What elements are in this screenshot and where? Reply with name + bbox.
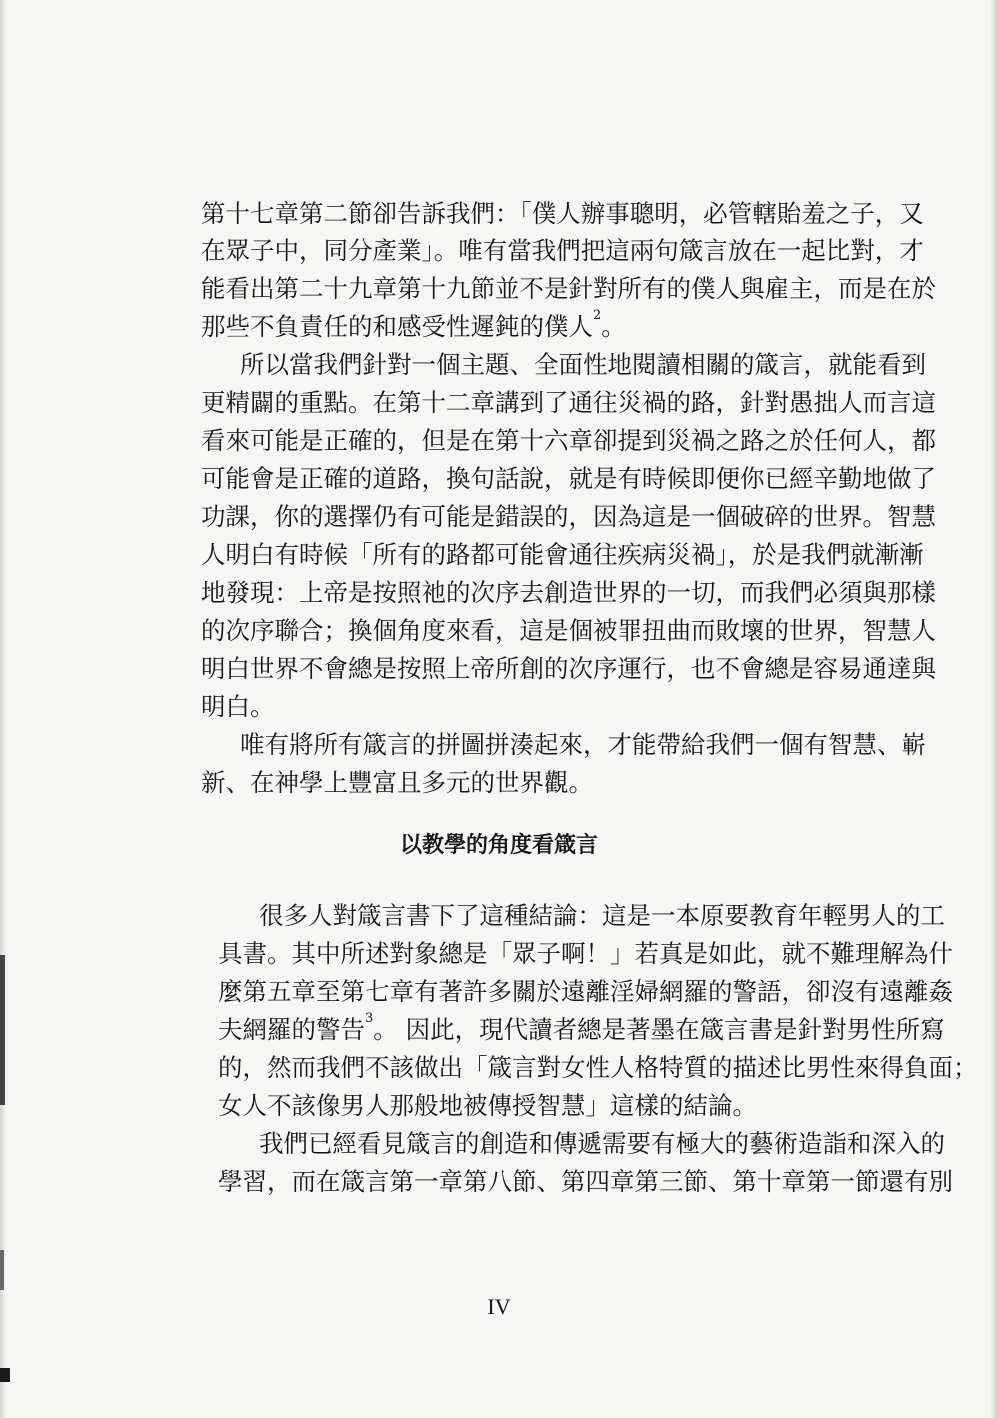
scan-binding-mark [0,955,5,1105]
paragraph-line: 功課，你的選擇仍有可能是錯誤的，因為這是一個破碎的世界。智慧 [201,502,936,531]
paragraph-line: 麼第五章至第七章有著許多關於遠離淫婦網羅的警語，卻沒有遠離姦 [218,977,953,1006]
section-heading: 以教學的角度看箴言 [399,832,598,858]
paragraph-line: 的次序聯合；換個角度來看，這是個被罪扭曲而敗壞的世界，智慧人 [201,616,936,645]
paragraph-line [201,308,861,342]
paragraph-line: 看來可能是正確的，但是在第十六章卻提到災禍之路之於任何人，都 [201,426,936,455]
paragraph-line: 新、在神學上豐富且多元的世界觀。 [201,768,593,797]
paragraph-line: 第十七章第二節卻告訴我們：「僕人辦事聰明，必管轄貽羞之子，又 [201,199,924,228]
scan-right-edge [990,0,998,1418]
line-text: 夫網羅的警告 [218,1015,365,1044]
footnote-marker: 3 [365,1011,374,1026]
paragraph-line: 能看出第二十九章第十九節並不是針對所有的僕人與雇主，而是在於 [201,274,936,303]
paragraph-line: 地發現：上帝是按照祂的次序去創造世界的一切，而我們必須與那樣 [201,578,936,607]
paragraph-line: 具書。其中所述對象總是「眾子啊！」若真是如此，就不難理解為什 [218,939,953,968]
scan-left-edge [0,0,6,1418]
paragraph-line: 唯有將所有箴言的拼圖拼湊起來，才能帶給我們一個有智慧、嶄 [240,730,926,759]
paragraph-line [218,1011,945,1045]
line-text: 。 因此，現代讀者總是著墨在箴言書是針對男性所寫 [373,1015,945,1044]
footnote-marker: 2 [593,308,602,323]
paragraph-line: 明白世界不會總是按照上帝所創的次序運行，也不會總是容易通達與 [201,654,936,683]
paragraph-line: 更精闢的重點。在第十二章講到了通往災禍的路，針對愚拙人而言這 [201,388,936,417]
paragraph-line: 明白。 [201,692,275,721]
paragraph-line: 在眾子中，同分產業」。唯有當我們把這兩句箴言放在一起比對，才 [201,236,924,265]
paragraph-line: 人明白有時候「所有的路都可能會通往疾病災禍」，於是我們就漸漸 [201,540,924,569]
line-text: 。 [601,312,626,341]
scan-binding-mark [0,1368,10,1382]
paragraph-line: 很多人對箴言書下了這種結論：這是一本原要教育年輕男人的工 [259,901,945,930]
scan-binding-mark [0,1250,4,1290]
page-number: IV [487,1294,511,1319]
paragraph-line: 可能會是正確的道路，換句話說，就是有時候即便你已經辛勤地做了 [201,464,936,493]
line-text: 那些不負責任的和感受性遲鈍的僕人 [201,312,593,341]
paragraph-line: 學習，而在箴言第一章第八節、第四章第三節、第十章第一節還有別 [218,1167,953,1196]
paragraph-line: 的，然而我們不該做出「箴言對女性人格特質的描述比男性來得負面； [218,1053,978,1082]
paragraph-line: 所以當我們針對一個主題、全面性地閱讀相關的箴言，就能看到 [240,350,926,379]
paragraph-line: 女人不該像男人那般地被傳授智慧」這樣的結論。 [218,1091,757,1120]
paragraph-line: 我們已經看見箴言的創造和傳遞需要有極大的藝術造詣和深入的 [259,1129,945,1158]
